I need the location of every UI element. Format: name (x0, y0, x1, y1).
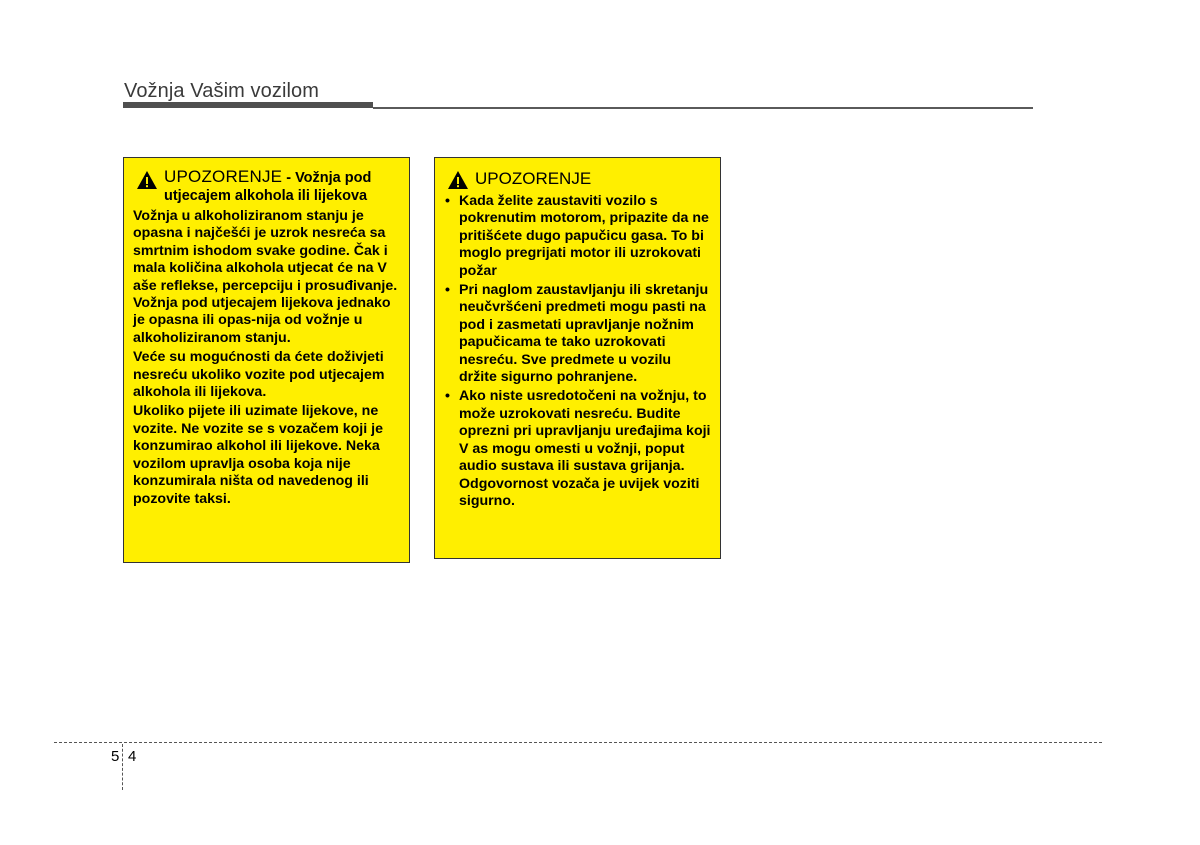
footer-dotted-divider (122, 744, 123, 790)
warning-paragraph: Veće su mogućnosti da ćete doživjeti nesreću ukoliko vozite pod utjecajem alkohola ili lijekova. (133, 349, 389, 401)
list-item: • Kada želite zaustaviti vozilo s pokrenutim motorom, pripazite da ne pritišćete dugo papučicu gasa. To bi moglo pregrijati motor ili uzrokovati požar (444, 193, 711, 280)
warning-box-alcohol (123, 157, 410, 563)
chapter-number: 5 (111, 748, 120, 765)
warning-heading (133, 168, 400, 205)
warning-heading (444, 168, 711, 190)
warning-triangle-icon (136, 170, 158, 190)
warning-triangle-icon (447, 170, 469, 190)
warning-heading-text (164, 168, 400, 205)
page-header-title: Vožnja Vašim vozilom (124, 80, 320, 102)
header-rule-thick (123, 102, 373, 108)
list-item: • Ako niste usredotočeni na vožnju, to može uzrokovati nesreću. Budite oprezni pri upravljanju uređajima koji V as mogu omesti u vožnji, poput audio sustava ili sustava grijanja. Odgovornost vozača je uvijek voziti sigurno. (444, 388, 711, 510)
footer-dotted-rule (54, 742, 1102, 743)
page-number: 4 (128, 748, 137, 765)
warning-word: UPOZORENJE (164, 167, 283, 186)
warning-subtitle: - Vožnja pod utjecajem alkohola ili lijekova (164, 170, 372, 204)
warning-word: UPOZORENJE (475, 169, 592, 188)
warning-paragraph: Ukoliko pijete ili uzimate lijekove, ne vozite. Ne vozite se s vozačem koji je konzumirao alkohol ili lijekove. Neka vozilom upravlja osoba koja nije konzumirala ništa od navedenog ili pozovite taksi. (133, 403, 387, 507)
warning-bullet-list (444, 193, 715, 510)
list-item: • Pri naglom zaustavljanju ili skretanju neučvršćeni predmeti mogu pasti na pod i zasmetati upravljanje nožnim papučicama te tako uzrokovati nesreću. Sve predmete u vozilu držite sigurno pohranjene. (444, 282, 711, 386)
warning-box-driving (434, 157, 721, 559)
header-rule-thin (373, 107, 1033, 109)
warning-paragraph: Vožnja u alkoholiziranom stanju je opasna i najčešći je uzrok nesreća sa smrtnim ishodom svake godine. Čak i mala količina alkohola utjecat će na V aše reflekse, percepciju i prosuđivanje. Vožnja pod utjecajem lijekova jednako je opasna ili opas-nija od vožnje u alkoholiziranom stanju. (133, 208, 402, 346)
